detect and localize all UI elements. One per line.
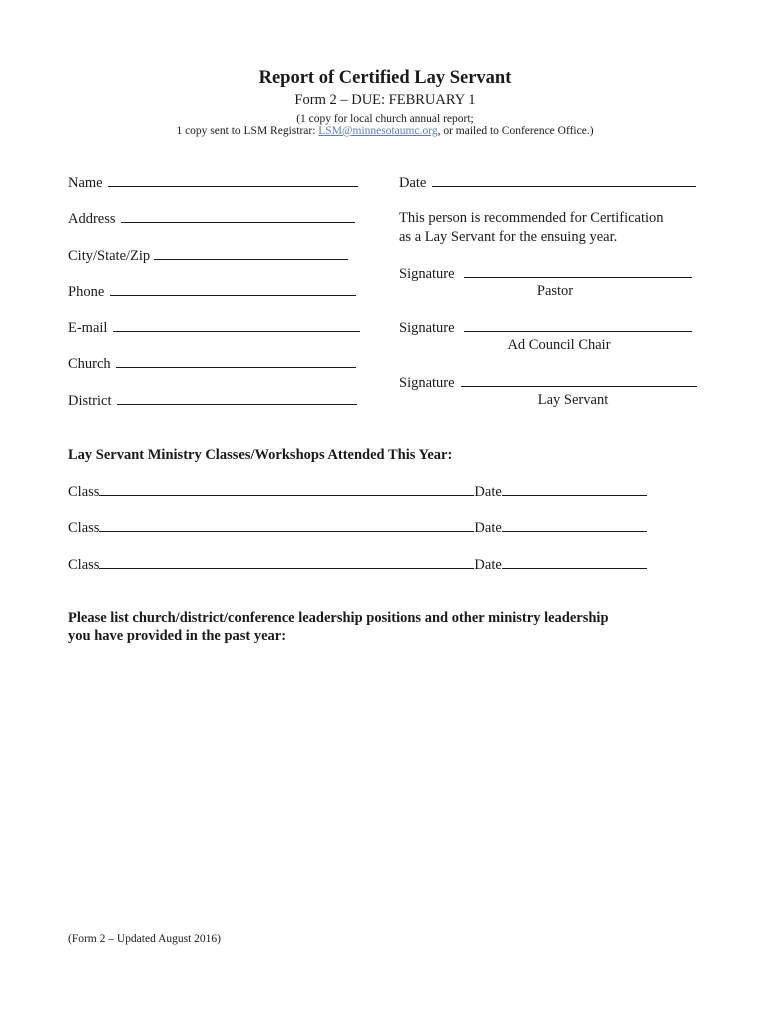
- class-label: Class: [68, 520, 100, 536]
- copy-note-line2: [0, 125, 770, 137]
- date-blank[interactable]: [432, 174, 696, 187]
- class-label: Class: [68, 484, 100, 500]
- recommend-line2: as a Lay Servant for the ensuing year.: [399, 229, 618, 245]
- form-title: Report of Certified Lay Servant: [258, 68, 512, 88]
- class-row-1: [68, 483, 647, 501]
- date-field: [399, 174, 696, 192]
- lay-servant-signature-label: Signature: [399, 375, 455, 391]
- city-state-zip-field: [68, 247, 348, 265]
- name-blank[interactable]: [108, 174, 358, 187]
- copy-note-suffix: , or mailed to Conference Office.): [437, 125, 594, 137]
- church-blank[interactable]: [116, 355, 356, 368]
- email-blank[interactable]: [113, 319, 360, 332]
- email-field: [68, 319, 360, 337]
- address-blank[interactable]: [121, 210, 355, 223]
- leadership-prompt-line1: Please list church/district/conference leadership positions and other ministry leadership: [68, 610, 609, 626]
- name-field: [68, 174, 358, 192]
- pastor-caption: Pastor: [536, 283, 574, 299]
- church-label: Church: [68, 356, 111, 372]
- pastor-signature-field: [399, 265, 692, 283]
- copy-note-line1: (1 copy for local church annual report;: [296, 113, 474, 125]
- class-date-blank-3[interactable]: [502, 556, 647, 569]
- class-row-2: [68, 519, 647, 537]
- ad-council-signature-label: Signature: [399, 320, 455, 336]
- church-field: [68, 355, 356, 373]
- date-label: Date: [399, 175, 427, 191]
- phone-label: Phone: [68, 284, 105, 300]
- email-label: E-mail: [68, 320, 108, 336]
- ad-council-signature-blank[interactable]: [464, 319, 692, 332]
- city-state-zip-label: City/State/Zip: [68, 248, 151, 264]
- district-label: District: [68, 393, 112, 409]
- phone-blank[interactable]: [110, 283, 356, 296]
- class-row-3: [68, 556, 647, 574]
- registrar-email-link[interactable]: LSM@minnesotaumc.org: [318, 125, 438, 137]
- classes-heading: Lay Servant Ministry Classes/Workshops Attended This Year:: [68, 447, 453, 463]
- leadership-prompt-line2: you have provided in the past year:: [68, 628, 287, 644]
- name-label: Name: [68, 175, 103, 191]
- form-subtitle: Form 2 – DUE: FEBRUARY 1: [294, 92, 476, 108]
- phone-field: [68, 283, 356, 301]
- recommend-line1: This person is recommended for Certification: [399, 210, 664, 226]
- lay-servant-signature-field: [399, 374, 697, 392]
- pastor-signature-label: Signature: [399, 266, 455, 282]
- class-blank-1[interactable]: [99, 483, 474, 496]
- class-date-blank-2[interactable]: [502, 519, 647, 532]
- district-field: [68, 392, 357, 410]
- ad-council-signature-field: [399, 319, 692, 337]
- city-state-zip-blank[interactable]: [154, 247, 348, 260]
- class-date-label: Date: [474, 520, 502, 536]
- class-label: Class: [68, 557, 100, 573]
- class-date-blank-1[interactable]: [502, 483, 647, 496]
- class-blank-3[interactable]: [99, 556, 474, 569]
- ad-council-chair-caption: Ad Council Chair: [507, 337, 611, 353]
- copy-note-prefix: 1 copy sent to LSM Registrar:: [176, 125, 319, 137]
- pastor-signature-blank[interactable]: [464, 265, 692, 278]
- form-footer: (Form 2 – Updated August 2016): [68, 933, 222, 945]
- district-blank[interactable]: [117, 392, 357, 405]
- lay-servant-signature-blank[interactable]: [461, 374, 697, 387]
- class-date-label: Date: [474, 484, 502, 500]
- address-field: [68, 210, 355, 228]
- class-blank-2[interactable]: [99, 519, 474, 532]
- address-label: Address: [68, 211, 116, 227]
- lay-servant-caption: Lay Servant: [537, 392, 609, 408]
- class-date-label: Date: [474, 557, 502, 573]
